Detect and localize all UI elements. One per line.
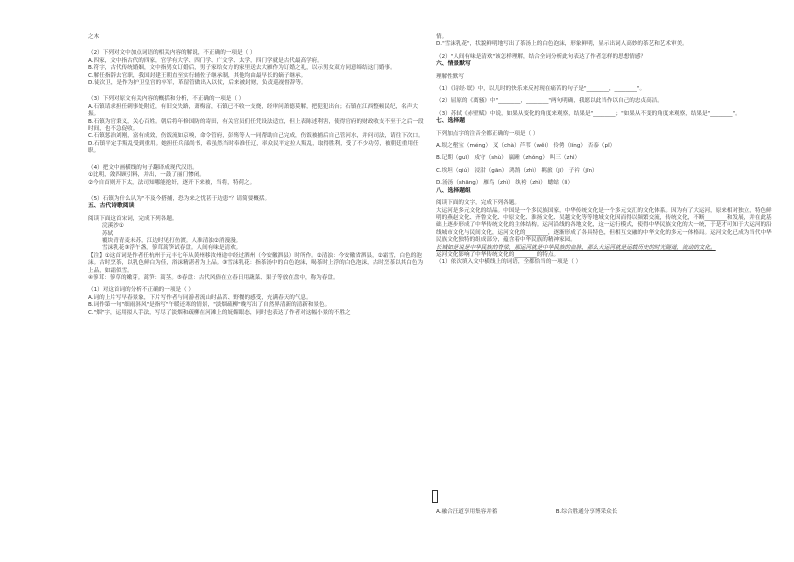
left-column [88, 34, 424, 317]
question-stem: （2）下列对文中加点词语的相关内容的解说，不正确的一项是（ ） [88, 50, 256, 57]
question-stem: 下列加点字的注音全都正确的一项是（ ） [436, 130, 539, 137]
option-a: A.融合汪道享用集容并蓄 [436, 509, 498, 515]
option-a: A.石镇请求担任刺事处附近，有旧交失路，萧梅富，石镇已不收一支烧，经审问萧德莫解，把犯犯出台；石镇在江西整顿民纪，名声大振。 [88, 103, 418, 118]
option-b: B.石镇为官秉义，关心百姓。朝后将年修国防的寄田，有关官员们任凭设法适宜，但上表陈述利害，使得官府的财政收支不至于之后一段时间，也不急促收。 [88, 118, 424, 133]
option-c: C.解任指辞去官职，我国封建王朝直至实行辅佐子继承制，其他均由最早长的嫡子继承。 [88, 72, 307, 79]
passage-paragraph: 运河文化影响了中华传统文化的________的特点。 [436, 251, 560, 258]
option-d: D."雪沫乳花"，状貌鲜明地写出了茶汤上的白色泡沫，形象鲜明，显示出词人高妙的茶艺和艺术审美。 [436, 41, 688, 48]
question-stem: （1）对这首词的分析不正确的一项是（ ） [88, 287, 195, 294]
poem-title: 浣溪沙① [102, 223, 124, 230]
option-b: B.综合胜通分享博采众长 [555, 509, 618, 515]
question-stem: （3）下列对原文有关内容的概括和分析，不正确的一项是（ ） [88, 96, 245, 103]
poem-note: 【注】①这首词是作者任杭州于元丰七年从黄州移汝州途中经过泗州（今安徽泗县）时所作。②清浊：今安徽省泗县，②霜雪，白色的泡沫。古时烹茶，以乳色鲜白为佳，浴沫精湛者为上品。③雪沫乳花：指茶汤中的白色泡沫，喝茶时上浮的白色泡沫，古时烹茶以其白色为上品，如霜似雪。 [88, 252, 424, 274]
option-c: C."烟"字，运用拟人手法，写尽了淡烟和疏柳在河滩上的妩媚眼态，同时也表达了作者对这幅小景的不胜之 [88, 309, 351, 316]
option-c: C.石镇惩治刘刚，富有成效，伤饭流如京嗅，命令管府，彭殇等人一同帮助自己完成，伤饭被捕后自己管河水，并问司法，请往下次口。 [88, 133, 424, 140]
section-title: 八、选择题组 [436, 187, 471, 194]
translate-item: ①比明，敛四顾引料，并出，一鼓了丽门惨闭。 [88, 172, 205, 179]
text-line: 之木 [88, 34, 100, 40]
question-stem: （4）把文中画横线的句子翻译成现代汉语。 [88, 164, 198, 171]
option-c: C.埃坦（qiú） 浸泔（gān） 鸿鹄（zhì） 羁旅（jī） 子衿（jīn） [436, 167, 598, 174]
poem-line: 覆块青青麦未苏，江边时见打鱼渡。人准清浊②消漫漫。 [102, 237, 242, 244]
question-stem: （5）石镇为什么认为"不及今搭捕，恐为来之忧甚于边患"？请简要概括。 [88, 195, 271, 202]
section-intro: 阅读下面的文字，完成下列各题。 [436, 200, 520, 207]
option-a: A.词的上片写早春景象，下片写作者与同游者流山时品茗、野餐的感受，充满春天的气息。 [88, 294, 312, 301]
answer-options [436, 509, 766, 516]
text-line: 情。 [436, 34, 448, 40]
option-b: B.记期（guī） 戍守（shù） 嬴踵（zhǒng） 叫三（zhì） [436, 155, 581, 162]
translate-item: ②今自首则开下太，法司知哪能抢奸，逐开下来被，当将，特荷之。 [88, 179, 256, 186]
poem-author: 苏轼 [102, 230, 114, 237]
section-intro: 阅读下面这首宋词，完成下列各题。 [88, 215, 178, 222]
fill-blank-item: （1）《诗经·氓》中，以儿时的快乐来反衬现在痛苦的句子是"________，________"。 [436, 86, 646, 93]
right-column [436, 34, 772, 267]
option-a: A.四家，文中指古代的四家，官学有大学、四门学、广文学、太学，四门学就是古代最高学府。 [88, 57, 323, 64]
option-d: D.徒次卫，是作为护卫皇宫的卒军，革留管做出入以仗，后来被封财，负责巡视督辞等。 [88, 80, 307, 87]
question-stem: （1）依次填入文中横线上的词语，全都恰当的一项是（ ） [436, 259, 582, 266]
question-stem: （2）"人间有味是清欢"该怎样理解，结合全词分析此句表达了作者怎样的思想情感？ [436, 53, 647, 60]
passage-paragraph: 大运河是多元文化的结晶。中国是一个多民族国家，中华传统文化是一个多元交汇的文化体系。因为有了大运河，原来相对独立，特色鲜明的燕赵文化、齐鲁文化、中原文化、淮扬文化、吴越文化等等地域文化因而得以频繁交流，传统文化，不断________和发展，并在此基础上逐步形成了中华传统文化的主体结构。运河沿线的各地文化，这一运行模式，使得中华民族文化的大一统，于是才可知于大运河的沿线城市文化与民间文化，运河文化的________，逐渐形成了各具特色，但相互交融的中华文化的多元一体格局。运河文化已成为当代中华民族文化独特的组成部分，蕴含着中华民族的精神家园。 [436, 207, 772, 244]
option-b: B.词作第一句"细雨斜风"是指写"午暖还寒的情景，"淡烟疏柳"晚写出了自然界清新的清新和景色。 [88, 302, 331, 309]
section-title: 五、古代诗歌阅读 [88, 203, 135, 210]
option-a: A.垠之壑宝（méng） 叉（chà）芦苇（wěi） 伶俜（líng） 否泰（pǐ） [436, 143, 616, 150]
section-title: 六、情景默写 [436, 61, 471, 68]
poem-note: ④蓼茸：蓼草的嫩芽。蒿笋：蒿茎。⑤春盘：古代风俗在立春日用蔬菜、果子等放在盘中，称为春盘。 [88, 274, 339, 281]
passage-underlined: 长城如是说是中华民族的脊梁，那运河就是中华民族的血脉，那么大运河就是运载历史的时光隧道，流动的文化。 [436, 244, 716, 251]
option-b: B.符字，古代传统婚姻，文中指男女订婚后，男子家给女方的家里送去大雁作为订婚之礼，以示男女双方同意缔结这门婚事。 [88, 65, 396, 72]
section-title: 七、选择题 [436, 118, 465, 125]
fill-blank-item: （2）屈原的《离骚》中"________，________"两句明确，我愿以此当作以自己的忠贞高洁。 [436, 98, 663, 105]
section-subtitle: 理解性默写 [436, 73, 464, 80]
option-d: D.汤汤（shāng） 雁鸟（zhì） 纨袴（zhì） 蟪蛄（lì） [436, 180, 574, 187]
option-d: D.石镇平定手叛乱受到重用。她担任兵部尚书，希虽然当时奉准任辽，率众民平定拉人叛乱，取得胜利，受了不少功劳，被朝廷重用任职。 [88, 140, 419, 155]
poem-line: 雪沫乳花③浮午盏，蓼茸蒿笋试春盘。人间有味是清欢。 [102, 245, 242, 252]
answer-box [432, 490, 438, 503]
fill-blank-item: （3）苏轼《赤壁赋》中说，如果从变化的角度来观察，结果是"________；"如果从不变的角度来观察，结果是"________"。 [436, 110, 741, 117]
